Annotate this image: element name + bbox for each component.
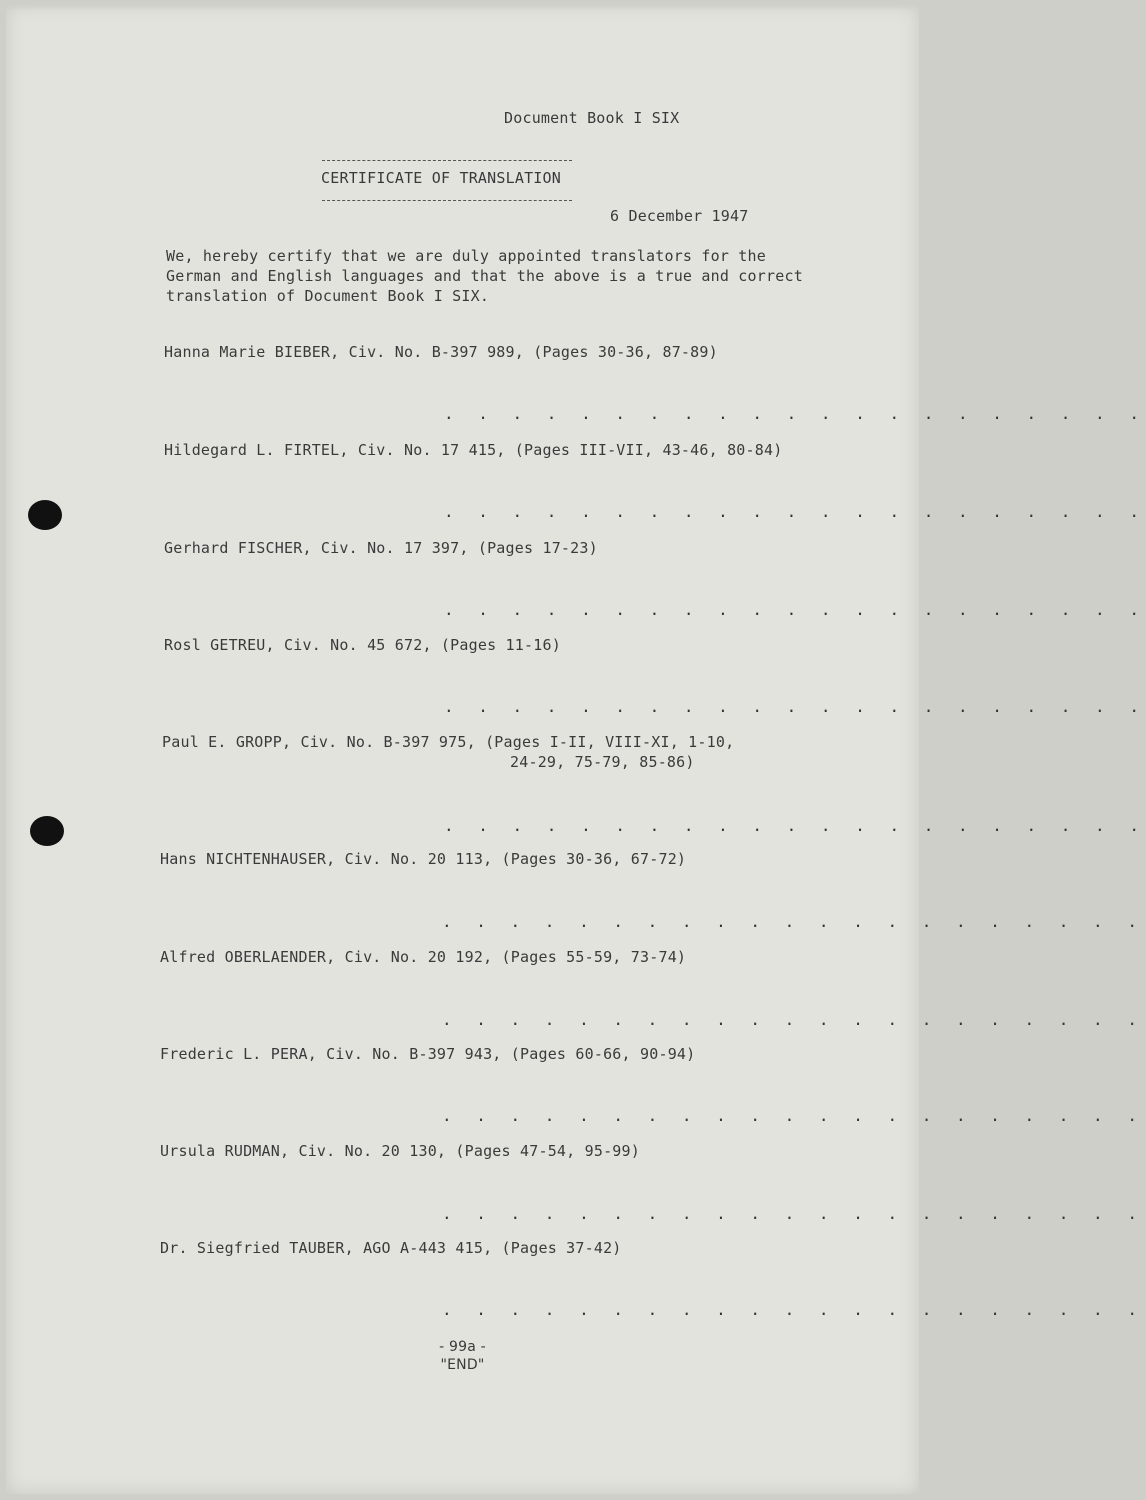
signature-line: . . . . . . . . . . . . . . . . . . . . . — [444, 697, 1146, 716]
translator-entry: Paul E. GROPP, Civ. No. B-397 975, (Pages I-II, VIII-XI, 1-10, — [162, 733, 735, 751]
translator-entry: Rosl GETREU, Civ. No. 45 672, (Pages 11-16) — [164, 636, 561, 654]
title-rule-bottom — [322, 200, 572, 201]
translator-entry: Hans NICHTENHAUSER, Civ. No. 20 113, (Pages 30-36, 67-72) — [160, 850, 687, 868]
end-mark: "END" — [440, 1357, 485, 1373]
statement-line-2: German and English languages and that the above is a true and correct — [166, 267, 803, 285]
translator-entry-continued: 24-29, 75-79, 85-86) — [510, 753, 695, 771]
punch-hole-bottom — [30, 816, 64, 846]
signature-line: . . . . . . . . . . . . . . . . . . . . . — [442, 1300, 1145, 1319]
translator-entry: Alfred OBERLAENDER, Civ. No. 20 192, (Pages 55-59, 73-74) — [160, 948, 687, 966]
signature-line: . . . . . . . . . . . . . . . . . . . . . — [442, 1204, 1145, 1223]
translator-entry: Ursula RUDMAN, Civ. No. 20 130, (Pages 47-54, 95-99) — [160, 1142, 640, 1160]
document-reference: Document Book I SIX — [504, 109, 680, 127]
title-rule-top — [322, 160, 572, 161]
translator-entry: Frederic L. PERA, Civ. No. B-397 943, (Pages 60-66, 90-94) — [160, 1045, 696, 1063]
translator-entry: Hildegard L. FIRTEL, Civ. No. 17 415, (Pages III-VII, 43-46, 80-84) — [164, 441, 783, 459]
translator-entry: Hanna Marie BIEBER, Civ. No. B-397 989, (Pages 30-36, 87-89) — [164, 343, 718, 361]
signature-line: . . . . . . . . . . . . . . . . . . . . . — [444, 816, 1146, 835]
signature-line: . . . . . . . . . . . . . . . . . . . . . — [444, 600, 1146, 619]
page-number: - 99a - — [439, 1339, 486, 1355]
certificate-date: 6 December 1947 — [610, 207, 749, 225]
signature-line: . . . . . . . . . . . . . . . . . . . . . — [442, 1010, 1145, 1029]
signature-line: . . . . . . . . . . . . . . . . . . . . . — [444, 502, 1146, 521]
statement-line-1: We, hereby certify that we are duly appointed translators for the — [166, 247, 766, 265]
punch-hole-top — [28, 500, 62, 530]
signature-line: . . . . . . . . . . . . . . . . . . . . . — [442, 1106, 1145, 1125]
certificate-title: CERTIFICATE OF TRANSLATION — [321, 169, 561, 187]
translator-entry: Gerhard FISCHER, Civ. No. 17 397, (Pages 17-23) — [164, 539, 598, 557]
document-page — [6, 4, 1146, 1494]
signature-line: . . . . . . . . . . . . . . . . . . . . . — [442, 912, 1145, 931]
statement-line-3: translation of Document Book I SIX. — [166, 287, 490, 305]
translator-entry: Dr. Siegfried TAUBER, AGO A-443 415, (Pages 37-42) — [160, 1239, 622, 1257]
signature-line: . . . . . . . . . . . . . . . . . . . . . — [444, 404, 1146, 423]
